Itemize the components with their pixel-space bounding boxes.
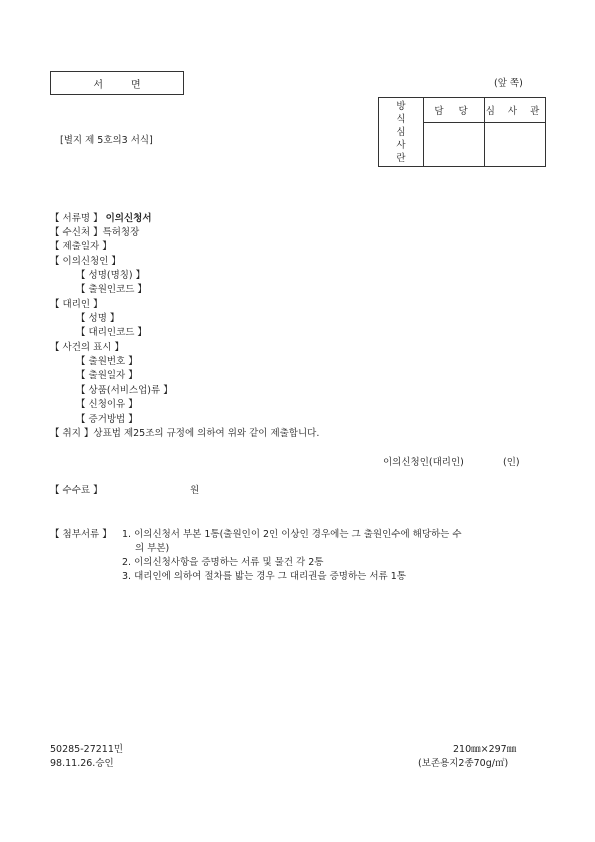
review-method-char: 식 [396, 114, 406, 125]
objector-label: 【 이의신청인 】 [50, 256, 121, 267]
recipient-row [50, 226, 139, 239]
recipient-label: 【 수신처 】 [50, 227, 103, 238]
purpose-row [50, 427, 319, 440]
purpose-label: 【 취지 】 [50, 428, 94, 439]
review-method-char: 심 [396, 127, 406, 138]
case-reason-label: 【 신청이유 】 [76, 399, 138, 410]
review-method-char: 방 [396, 101, 406, 112]
doc-name-label: 【 서류명 】 [50, 213, 103, 224]
signer-label: 이의신청인(대리인) [383, 457, 464, 468]
fee-unit: 원 [190, 485, 200, 496]
case-appno-label: 【 출원번호 】 [76, 356, 138, 367]
case-goods-label: 【 상품(서비스업)류 】 [76, 385, 173, 396]
agent-name-label: 【 성명 】 [76, 313, 120, 324]
doc-name-value: 이의신청서 [105, 213, 152, 224]
review-person-header: 담 당 [424, 98, 485, 123]
review-examiner-sign-cell [485, 123, 546, 167]
case-appdate-label: 【 출원일자 】 [76, 370, 138, 381]
form-type-box: 서면 [50, 71, 184, 95]
submit-date-label: 【 제출일자 】 [50, 241, 112, 252]
recipient-value: 특허청장 [102, 227, 140, 238]
attachments-label: 【 첨부서류 】 [50, 529, 112, 540]
review-method-char: 란 [396, 153, 406, 164]
case-label: 【 사건의 표시 】 [50, 342, 124, 353]
review-method-cell [379, 98, 424, 167]
case-evidence-label: 【 증거방법 】 [76, 414, 138, 425]
agent-code-label: 【 대리인코드 】 [76, 327, 147, 338]
fee-label: 【 수수료 】 [50, 485, 103, 496]
objector-name-label: 【 성명(명칭) 】 [76, 270, 146, 281]
doc-name-row [50, 212, 152, 225]
attachment-item-1-cont: 의 부본) [135, 543, 170, 554]
footer-paper: (보존용지2종70g/㎡) [418, 758, 509, 769]
page-side-label: (앞 쪽) [494, 78, 523, 89]
form-reference: [별지 제 5호의3 서식] [60, 135, 153, 146]
footer-code: 50285-27211민 [50, 744, 124, 755]
footer-size: 210㎜×297㎜ [453, 744, 517, 755]
review-table [378, 97, 546, 167]
attachment-item-2: 2. 이의신청사항을 증명하는 서류 및 물건 각 2통 [122, 557, 324, 568]
review-method-char: 사 [396, 140, 406, 151]
objector-code-label: 【 출원인코드 】 [76, 284, 147, 295]
footer-approval: 98.11.26.승인 [50, 758, 114, 769]
seal-label: (인) [503, 457, 520, 468]
purpose-text: 상표법 제25조의 규정에 의하여 위와 같이 제출합니다. [93, 428, 320, 439]
attachment-item-1: 1. 이의신청서 부본 1통(출원인이 2인 이상인 경우에는 그 출원인수에 해당하는 수 [122, 529, 462, 540]
attachment-item-3: 3. 대리인에 의하여 절차를 밟는 경우 그 대리권을 증명하는 서류 1통 [122, 571, 406, 582]
agent-label: 【 대리인 】 [50, 299, 103, 310]
review-examiner-header: 심 사 관 [485, 98, 546, 123]
review-person-sign-cell [424, 123, 485, 167]
